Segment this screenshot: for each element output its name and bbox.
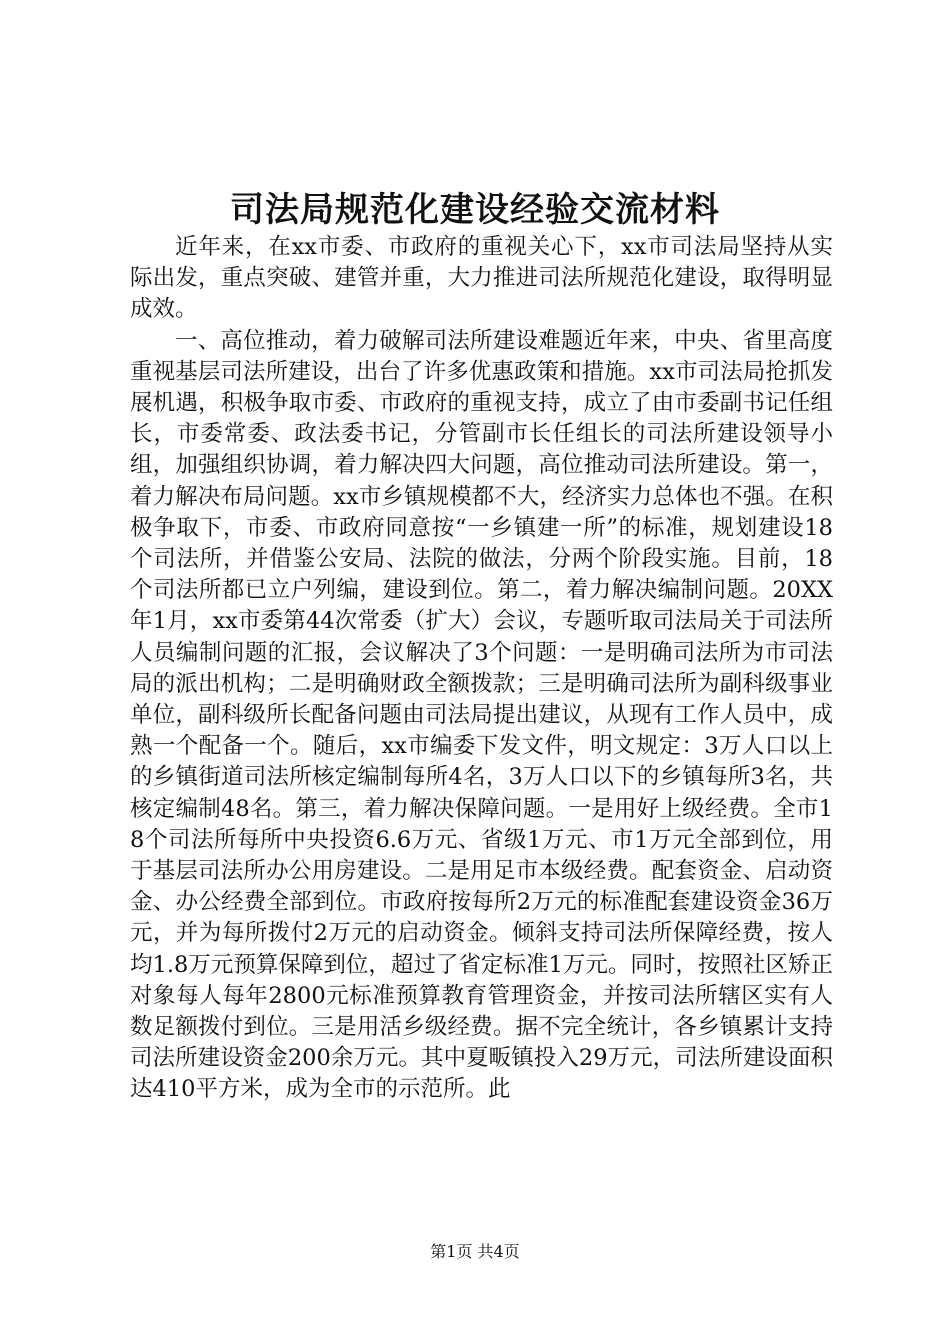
page-number-footer: 第1页 共4页 — [430, 1242, 520, 1261]
document-body — [130, 232, 833, 1106]
intro-paragraph: 近年来，在xx市委、市政府的重视关心下，xx市司法局坚持从实际出发，重点突破、建管并重，大力推进司法所规范化建设，取得明显成效。 — [130, 234, 833, 323]
document-title: 司法局规范化建设经验交流材料 — [230, 190, 720, 230]
section-one-paragraph: 一、高位推动，着力破解司法所建设难题近年来，中央、省里高度重视基层司法所建设，出台了许多优惠政策和措施。xx市司法局抢抓发展机遇，积极争取市委、市政府的重视支持，成立了由市委副书记任组长，市委常委、政法委书记，分管副市长任组长的司法所建设领导小组，加强组织协调，着力解决四大问题，高位推动司法所建设。第一，着力解决布局问题。xx市乡镇规模都不大，经济实力总体也不强。在积极争取下，市委、市政府同意按“一乡镇建一所”的标准，规划建设18个司法所，并借鉴公安局、法院的做法，分两个阶段实施。目前，18个司法所都已立户列编，建设到位。第二，着力解决编制问题。20XX年1月，xx市委第44次常委（扩大）会议，专题听取司法局关于司法所人员编制问题的汇报，会议解决了3个问题：一是明确司法所为市司法局的派出机构；二是明确财政全额拨款；三是明确司法所为副科级事业单位，副科级所长配备问题由司法局提出建议，从现有工作人员中，成熟一个配备一个。随后，xx市编委下发文件，明文规定：3万人口以上的乡镇街道司法所核定编制每所4名，3万人口以下的乡镇每所3名，共核定编制48名。第三，着力解决保障问题。一是用好上级经费。全市18个司法所每所中央投资6.6万元、省级1万元、市1万元全部到位，用于基层司法所办公用房建设。二是用足市本级经费。配套资金、启动资金、办公经费全部到位。市政府按每所2万元的标准配套建设资金36万元，并为每所拨付2万元的启动资金。倾斜支持司法所保障经费，按人均1.8万元预算保障到位，超过了省定标准1万元。同时，按照社区矫正对象每人每年2800元标准预算教育管理资金，并按司法所辖区实有人数足额拨付到位。三是用活乡级经费。据不完全统计，各乡镇累计支持司法所建设资金200余万元。其中夏畈镇投入29万元，司法所建设面积达410平方米，成为全市的示范所。此 — [130, 327, 833, 1103]
